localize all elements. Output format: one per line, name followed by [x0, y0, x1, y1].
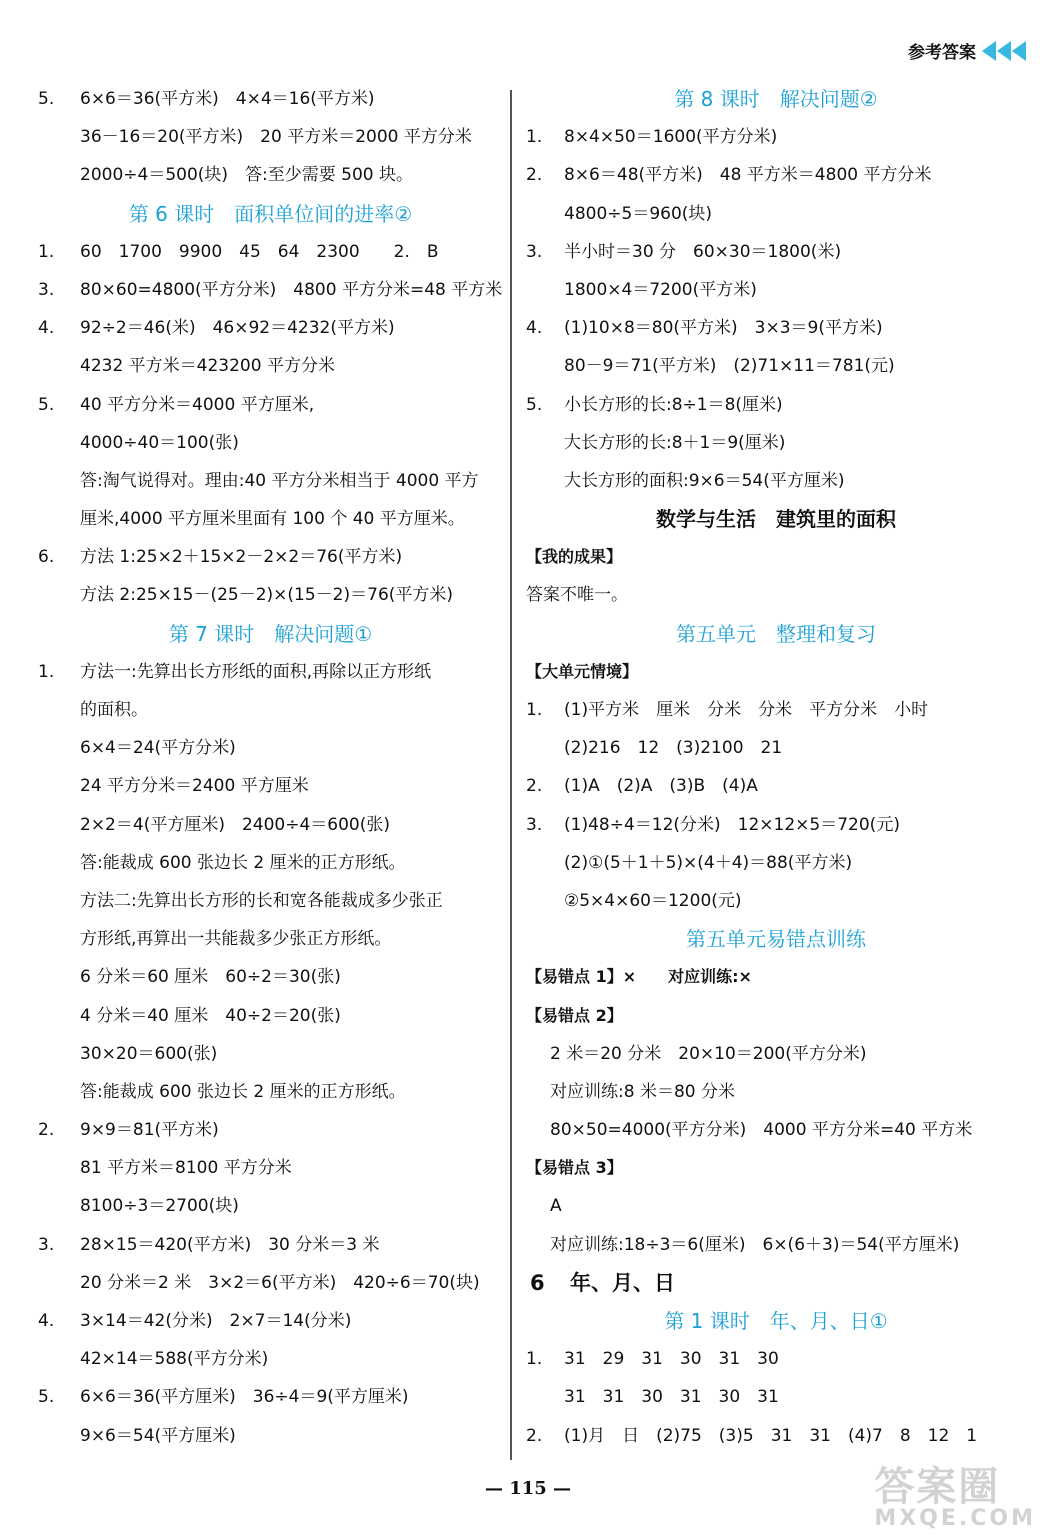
answer-text: (2)①(5＋1＋5)×(4＋4)＝88(平方米) [564, 852, 853, 873]
answer-line [38, 347, 503, 385]
answer-line [526, 1073, 1026, 1111]
answer-text: 40 平方分米＝4000 平方厘米, [80, 394, 315, 415]
answer-text: 2×2＝4(平方厘米) 2400÷4＝600(张) [80, 814, 390, 835]
answer-line [38, 118, 503, 156]
answer-line [526, 1226, 1026, 1264]
question-number: 3. [38, 279, 55, 300]
answer-line [526, 844, 1026, 882]
answer-line [526, 1035, 1026, 1073]
answer-line [38, 997, 503, 1035]
answer-line [526, 271, 1026, 309]
answer-line [38, 920, 503, 958]
answer-text: 2 米＝20 分米 20×10＝200(平方分米) [550, 1043, 867, 1064]
arrow-decoration-icon [982, 41, 1026, 61]
answer-text: 6 分米＝60 厘米 60÷2＝30(张) [80, 967, 341, 988]
bracket-label: 【易错点 1】× 对应训练:× [526, 967, 752, 987]
answer-text: 8×6＝48(平方米) 48 平方米＝4800 平方分米 [564, 165, 932, 186]
section-heading: 第五单元 整理和复习 [676, 621, 876, 646]
answer-line [38, 767, 503, 805]
question-number: 3. [526, 814, 543, 835]
question-number: 2. [38, 1120, 55, 1141]
answer-text: 4 分米＝40 厘米 40÷2＝20(张) [80, 1005, 341, 1026]
page-number: — 115 — [484, 1478, 572, 1499]
answer-line [526, 424, 1026, 462]
section-heading: 第 1 课时 年、月、日① [664, 1309, 888, 1333]
answer-text: 9×9＝81(平方米) [80, 1120, 219, 1141]
answer-text: 81 平方米＝8100 平方分米 [80, 1158, 292, 1179]
question-number: 4. [38, 318, 55, 339]
answer-text: 80×60=4800(平方分米) 4800 平方分米=48 平方米 [80, 279, 503, 300]
answer-line [38, 844, 503, 882]
chapter-number: 6 [530, 1270, 545, 1295]
question-number: 5. [38, 89, 55, 109]
answer-text: 小长方形的长:8÷1＝8(厘米) [564, 394, 783, 415]
bracket-label: 【易错点 2】 [526, 1005, 623, 1025]
answer-line [38, 1226, 503, 1264]
answer-line [38, 309, 503, 347]
answer-text: 60 1700 9900 45 64 2300 2. B [80, 241, 439, 262]
bracket-label: 【易错点 3】 [526, 1158, 623, 1178]
answer-line [38, 424, 503, 462]
answer-text: 28×15＝420(平方米) 30 分米＝3 米 [80, 1234, 380, 1255]
answer-line [38, 806, 503, 844]
answer-text: 36－16＝20(平方米) 20 平方米＝2000 平方分米 [80, 127, 472, 148]
section-heading: 第 7 课时 解决问题① [168, 621, 373, 646]
answer-text: 对应训练:18÷3＝6(厘米) 6×(6＋3)＝54(平方厘米) [550, 1234, 960, 1255]
answer-text: 方法一:先算出长方形纸的面积,再除以正方形纸 [80, 661, 432, 682]
watermark-sub: MXQE.COM [874, 1506, 1036, 1531]
answer-line [38, 156, 503, 194]
section-heading: 数学与生活 建筑里的面积 [656, 507, 896, 532]
answer-text: 9×6＝54(平方厘米) [80, 1425, 236, 1446]
page-header [908, 38, 1026, 63]
answer-line [526, 1340, 1026, 1378]
question-number: 4. [38, 1311, 55, 1331]
answer-text: 答:能裁成 600 张边长 2 厘米的正方形纸。 [80, 1081, 406, 1102]
right-column [526, 80, 1026, 1455]
answer-text: 4000÷40＝100(张) [80, 432, 239, 453]
bracket-label: 【我的成果】 [526, 547, 623, 567]
answer-text: 大长方形的长:8＋1＝9(厘米) [564, 432, 786, 453]
answer-text: 6×4＝24(平方分米) [80, 738, 236, 759]
answer-text: 31 31 30 31 30 31 [564, 1387, 779, 1408]
answer-text: 80×50=4000(平方分米) 4000 平方分米=40 平方米 [550, 1120, 973, 1141]
answer-text: (2)216 12 (3)2100 21 [564, 738, 783, 759]
question-number: 3. [526, 241, 543, 262]
question-number: 1. [38, 661, 55, 682]
section-heading: 第 6 课时 面积单位间的进率② [128, 201, 413, 226]
answer-line [38, 1378, 503, 1416]
answer-text: A [550, 1196, 562, 1217]
answer-text: 半小时＝30 分 60×30＝1800(米) [564, 241, 842, 262]
question-number: 2. [526, 1425, 543, 1446]
answer-line [38, 1417, 503, 1455]
answer-line [526, 767, 1026, 805]
answer-line [526, 195, 1026, 233]
answer-line [38, 1264, 503, 1302]
answer-line [38, 538, 503, 576]
answer-line [38, 882, 503, 920]
answer-text: 30×20＝600(张) [80, 1043, 218, 1064]
question-number: 3. [38, 1234, 55, 1255]
answer-line [38, 271, 503, 309]
answer-line [526, 1187, 1026, 1225]
question-number: 1. [526, 127, 543, 148]
answer-line [38, 1111, 503, 1149]
answer-text: 4232 平方米＝423200 平方分米 [80, 356, 335, 377]
answer-line [38, 500, 503, 538]
answer-line [38, 576, 503, 614]
answer-text: 答:淘气说得对。理由:40 平方分米相当于 4000 平方 [80, 470, 479, 491]
watermark-logo [874, 1455, 1036, 1531]
answer-text: 8100÷3＝2700(块) [80, 1196, 239, 1217]
answer-text: 4800÷5＝960(块) [564, 203, 713, 224]
answer-line [38, 691, 503, 729]
answer-text: 大长方形的面积:9×6＝54(平方厘米) [564, 470, 845, 491]
answer-text: 80－9＝71(平方米) (2)71×11＝781(元) [564, 356, 895, 377]
answer-line [38, 1073, 503, 1111]
question-number: 6. [38, 547, 55, 568]
answer-line [38, 462, 503, 500]
answer-line [38, 1187, 503, 1225]
answer-line [38, 1340, 503, 1378]
question-number: 5. [38, 1387, 55, 1408]
answer-text: 方法 2:25×15－(25－2)×(15－2)＝76(平方米) [80, 585, 454, 606]
chapter-title [526, 1264, 1026, 1302]
answer-text: 厘米,4000 平方厘米里面有 100 个 40 平方厘米。 [80, 509, 465, 530]
answer-line [38, 80, 503, 118]
answer-text: 对应训练:8 米＝80 分米 [550, 1081, 735, 1102]
answer-text: ②5×4×60＝1200(元) [564, 890, 742, 911]
section-heading: 第 8 课时 解决问题② [674, 87, 878, 111]
answer-line [38, 1035, 503, 1073]
answer-text: 24 平方分米＝2400 平方厘米 [80, 776, 309, 797]
chapter-text: 年、月、日 [570, 1270, 675, 1295]
answer-text: 3×14＝42(分米) 2×7＝14(分米) [80, 1311, 352, 1331]
answer-line [526, 309, 1026, 347]
answer-text: (1)月 日 (2)75 (3)5 31 31 (4)7 8 12 1 [564, 1425, 978, 1446]
question-number: 1. [38, 241, 55, 262]
answer-line [526, 462, 1026, 500]
answer-line [38, 729, 503, 767]
bracket-label: 【大单元情境】 [526, 661, 639, 681]
answer-text: 方法二:先算出长方形的长和宽各能裁成多少张正 [80, 890, 443, 911]
answer-line [526, 386, 1026, 424]
answer-line [38, 233, 503, 271]
answer-text: 答案不唯一。 [526, 585, 628, 606]
question-number: 2. [526, 165, 543, 186]
answer-text: 方法 1:25×2＋15×2－2×2＝76(平方米) [80, 547, 403, 568]
answer-line [526, 1378, 1026, 1416]
answer-text: 92÷2＝46(米) 46×92＝4232(平方米) [80, 318, 395, 339]
answer-text: 方形纸,再算出一共能裁多少张正方形纸。 [80, 929, 392, 950]
answer-line [526, 1111, 1026, 1149]
answer-text: 42×14＝588(平方分米) [80, 1349, 269, 1370]
watermark-main: 答案圈 [874, 1464, 1001, 1510]
answer-line [526, 806, 1026, 844]
answer-line [526, 118, 1026, 156]
question-number: 2. [526, 776, 543, 797]
answer-text: 8×4×50＝1600(平方分米) [564, 127, 778, 148]
question-number: 1. [526, 1349, 543, 1370]
answer-text: (1)48÷4＝12(分米) 12×12×5＝720(元) [564, 814, 900, 835]
answer-line [38, 958, 503, 996]
answer-text: 的面积。 [80, 700, 148, 720]
answer-text: 答:能裁成 600 张边长 2 厘米的正方形纸。 [80, 852, 406, 873]
question-number: 1. [526, 700, 543, 720]
answer-line [38, 1302, 503, 1340]
answer-text: 31 29 31 30 31 30 [564, 1349, 779, 1370]
column-divider [510, 90, 512, 1460]
answer-text: 2000÷4＝500(块) 答:至少需要 500 块。 [80, 165, 414, 186]
answer-line [526, 882, 1026, 920]
answer-line [38, 1149, 503, 1187]
header-title: 参考答案 [908, 43, 976, 63]
answer-text: 6×6＝36(平方厘米) 36÷4＝9(平方厘米) [80, 1387, 409, 1408]
answer-line [526, 691, 1026, 729]
answer-text: 20 分米＝2 米 3×2＝6(平方米) 420÷6＝70(块) [80, 1272, 480, 1293]
answer-line [526, 233, 1026, 271]
answer-line [526, 729, 1026, 767]
answer-line [526, 1417, 1026, 1455]
answer-line [526, 347, 1026, 385]
answer-line [38, 386, 503, 424]
answer-line [526, 156, 1026, 194]
answer-text: (1)A (2)A (3)B (4)A [564, 776, 758, 797]
answer-text: 1800×4＝7200(平方米) [564, 279, 757, 300]
answer-text: 6×6＝36(平方米) 4×4＝16(平方米) [80, 89, 375, 109]
answer-text: (1)10×8＝80(平方米) 3×3＝9(平方米) [564, 318, 883, 339]
left-column [38, 80, 503, 1455]
section-heading: 第五单元易错点训练 [686, 927, 866, 952]
answer-text: (1)平方米 厘米 分米 分米 平方分米 小时 [564, 700, 929, 720]
answer-line [38, 653, 503, 691]
question-number: 4. [526, 318, 543, 339]
question-number: 5. [38, 394, 55, 415]
question-number: 5. [526, 394, 543, 415]
